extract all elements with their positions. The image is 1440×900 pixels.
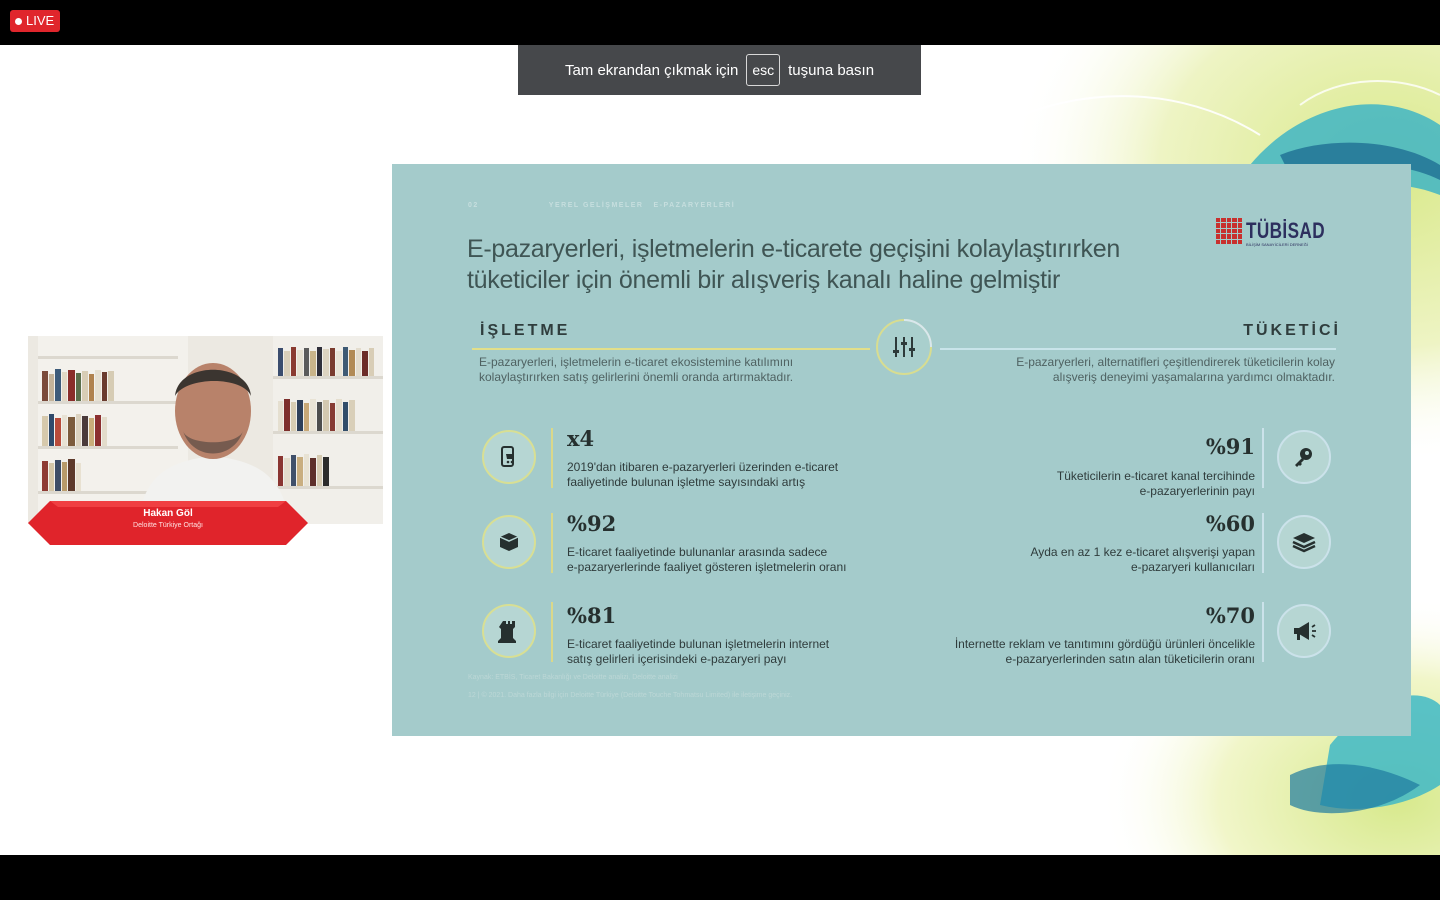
stat-bar-right-1 — [1262, 428, 1264, 488]
heading-isletme: İŞLETME — [480, 322, 571, 339]
chess-rook-icon — [482, 604, 536, 658]
speaker-name: Hakan Göl — [143, 508, 193, 519]
key-icon — [1277, 430, 1331, 484]
stat-desc-right-2: Ayda en az 1 kez e-ticaret alışverişi yapan e-pazaryeri kullanıcıları — [1030, 545, 1255, 574]
footer-copyright: 12 | © 2021. Daha fazla bilgi için Deloitte Türkiye (Deloitte Touche Tohmatsu Limited) ile iletişime geçiniz. — [468, 692, 793, 699]
desc-isletme-line1: E-pazaryerleri, işletmelerin e-ticaret ekosistemine katılımını — [479, 355, 794, 369]
mobile-cart-icon — [482, 430, 536, 484]
slide-footer — [468, 669, 792, 705]
stat-desc-right-1: Tüketicilerin e-ticaret kanal tercihinde e-pazaryerlerinin payı — [1056, 469, 1255, 498]
breadcrumb-section: YEREL GELİŞMELER — [548, 202, 644, 209]
fullscreen-exit-toast — [518, 45, 921, 95]
stat-bar-right-2 — [1262, 513, 1264, 573]
tubisad-logo — [1216, 218, 1347, 247]
stat-desc-right-3: İnternette reklam ve tanıtımını gördüğü ürünleri öncelikle e-pazaryerlerinden satın alan tüketicilerin oranı — [954, 637, 1255, 666]
top-bar — [0, 0, 1440, 45]
live-dot-icon — [15, 18, 22, 25]
stat-bar-left-2 — [551, 513, 553, 573]
stream-stage — [0, 45, 1440, 855]
bookshelf-right — [273, 336, 383, 524]
speaker-scene — [28, 336, 383, 524]
divider-right — [940, 348, 1336, 350]
breadcrumb-topic: E-PAZARYERLERİ — [653, 202, 736, 209]
box-icon — [482, 515, 536, 569]
speaker-video — [28, 336, 383, 524]
desc-isletme-line2: kolaylaştırırken satış gelirlerini önemli oranda artırmaktadır. — [479, 370, 794, 384]
desc-tuketici — [955, 355, 1335, 385]
live-badge — [10, 10, 60, 32]
presentation-slide — [392, 164, 1411, 736]
stat-bar-left-1 — [551, 428, 553, 488]
live-label: LIVE — [26, 13, 55, 28]
breadcrumb-page: 02 — [468, 202, 479, 209]
desc-tuketici-line1: E-pazaryerleri, alternatifleri çeşitlendirerek tüketicilerin kolay — [1016, 355, 1335, 369]
footer-source: Kaynak: ETBİS, Ticaret Bakanlığı ve Deloitte analizi, Deloitte analizi — [468, 674, 678, 681]
tubisad-wordmark: TÜBİSAD — [1246, 218, 1325, 243]
stat-desc-left-1: 2019'dan itibaren e-pazaryerleri üzerinden e-ticaret faaliyetinde bulunan işletme sayısındaki artış — [567, 460, 839, 489]
toast-text-after: tuşuna basın — [788, 61, 875, 79]
stat-desc-left-3: E-ticaret faaliyetinde bulunan işletmelerin internet satış gelirleri içerisindeki e-pazaryeri payı — [567, 637, 830, 666]
sliders-cycle-icon — [874, 317, 934, 377]
slide-title-line1: E-pazaryerleri, işletmelerin e-ticarete geçişini kolaylaştırırken — [467, 235, 1120, 263]
slide-breadcrumb — [468, 202, 735, 209]
stat-desc-left-2: E-ticaret faaliyetinde bulunanlar arasında sadece e-pazaryerlerinde faaliyet gösteren işletmelerin oranı — [567, 545, 847, 574]
stat-value-70: %70 — [1205, 603, 1255, 628]
bottom-bar — [0, 855, 1440, 900]
stat-value-60: %60 — [1205, 511, 1255, 536]
stat-value-92: %92 — [567, 511, 617, 536]
toast-text-before: Tam ekrandan çıkmak için — [564, 61, 739, 79]
speaker-title: Deloitte Türkiye Ortağı — [133, 522, 203, 529]
desc-tuketici-line2: alışveriş deneyimi yaşamalarına yardımcı olmaktadır. — [1052, 370, 1335, 384]
stat-value-x4: x4 — [567, 426, 595, 451]
stat-value-91: %91 — [1205, 434, 1255, 459]
lower-third-text — [28, 501, 308, 545]
tubisad-tagline: BİLİŞİM SANAYİCİLERİ DERNEĞİ — [1246, 242, 1308, 247]
esc-key-hint: esc — [746, 54, 780, 86]
stat-bar-left-3 — [551, 602, 553, 662]
slide-title — [467, 234, 1167, 296]
stat-value-81: %81 — [567, 603, 617, 628]
desc-isletme — [479, 355, 859, 385]
divider-left — [472, 348, 870, 350]
stat-bar-right-3 — [1262, 602, 1264, 662]
slide-title-line2: tüketiciler için önemli bir alışveriş kanalı haline gelmiştir — [467, 266, 1061, 294]
layers-icon — [1277, 515, 1331, 569]
tubisad-grid-icon — [1216, 218, 1242, 244]
heading-tuketici: TÜKETİCİ — [1243, 322, 1341, 339]
megaphone-icon — [1277, 604, 1331, 658]
